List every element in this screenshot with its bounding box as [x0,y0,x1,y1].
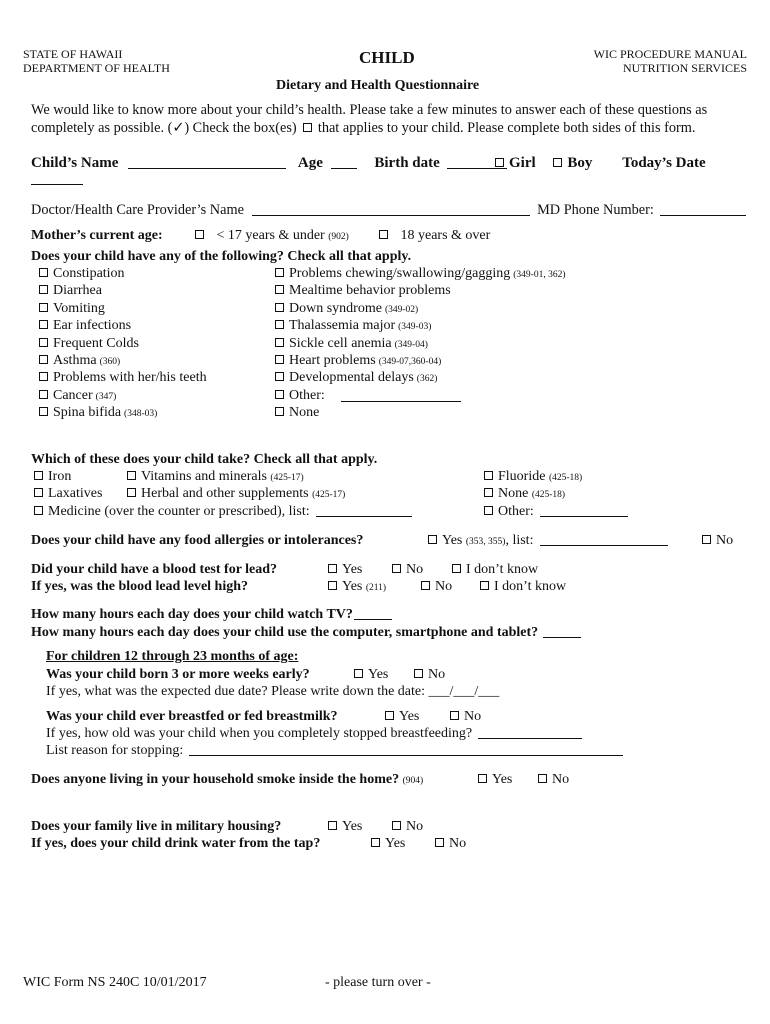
birth-date-label: Birth date [374,155,440,171]
laxatives-option: Laxatives [34,485,102,502]
tap-water-question: If yes, does your child drink water from the tap? [31,836,321,851]
tap-water-no-checkbox[interactable] [435,838,444,847]
condition-item [39,300,105,317]
condition-item [275,282,451,299]
laxatives-checkbox[interactable] [34,488,43,497]
reason-stopping-question: List reason for stopping: [46,742,623,759]
military-yes-checkbox[interactable] [328,821,337,830]
condition-code: (349-07,360-04) [378,357,442,367]
condition-checkbox[interactable] [275,390,284,399]
lead-high-yes-checkbox[interactable] [328,581,337,590]
mother-under-17-checkbox[interactable] [195,230,204,239]
lead-high-no-option: No [421,578,452,595]
born-early-yes-option: Yes [354,666,388,683]
todays-date-label: Today’s Date [622,155,706,171]
condition-item [39,335,139,352]
breastfed-question: Was your child ever breastfed or fed breastmilk? [46,709,338,724]
condition-item [275,265,566,284]
breastfed-yes-checkbox[interactable] [385,711,394,720]
footer-turn-over: - please turn over - [325,975,431,990]
condition-label: Constipation [53,266,125,281]
condition-label: Heart problems [289,353,376,368]
smoke-no-checkbox[interactable] [538,774,547,783]
none-supplement-option: None (425-18) [484,485,565,504]
reason-stopping-field[interactable] [189,744,623,756]
condition-label: Asthma [53,353,97,368]
tap-water-yes-option: Yes [371,835,405,852]
condition-checkbox[interactable] [275,338,284,347]
condition-item [275,352,441,371]
condition-checkbox[interactable] [39,268,48,277]
breastfed-no-option: No [450,708,481,725]
condition-code: (362) [416,374,438,385]
condition-item [39,369,207,386]
allergies-question: Does your child have any food allergies or intolerances? [31,533,364,548]
smoke-question: Does anyone living in your household smoke inside the home? (904) [31,772,424,787]
born-early-yes-checkbox[interactable] [354,669,363,678]
medicine-list-field[interactable] [316,505,412,517]
child-name-field[interactable] [128,157,286,169]
condition-label: None [289,405,320,421]
condition-item [275,369,437,388]
condition-item [39,317,131,334]
lead-high-no-checkbox[interactable] [421,581,430,590]
condition-code: (349-04) [394,339,428,350]
breastfed-yes-option: Yes [385,708,419,725]
intro-line-2: completely as possible. (✓) Check the box(es) that applies to your child. Please complete both sides of this form. [31,120,696,136]
allergies-no-option: No [702,532,733,549]
iron-checkbox[interactable] [34,471,43,480]
condition-label: Vomiting [53,300,105,316]
condition-checkbox[interactable] [39,372,48,381]
herbal-option: Herbal and other supplements (425-17) [127,485,345,504]
condition-checkbox[interactable] [275,285,284,294]
condition-item [39,404,157,423]
condition-checkbox[interactable] [275,372,284,381]
condition-label: Thalassemia major [289,318,396,334]
military-question: Does your family live in military housing? [31,819,282,834]
intro-line-1: We would like to know more about your child’s health. Please take a few minutes to answer each of these questions as [31,102,708,118]
fluoride-option: Fluoride (425-18) [484,468,582,487]
condition-item [275,300,418,319]
infant-section-heading: For children 12 through 23 months of age: [46,649,299,664]
condition-item [39,282,102,299]
other-supplement-field[interactable] [540,505,628,517]
lead-test-yes-option: Yes [328,561,362,578]
fluoride-checkbox[interactable] [484,471,493,480]
condition-item [39,352,120,371]
todays-date-field[interactable] [31,184,83,185]
herbal-checkbox[interactable] [127,488,136,497]
none-supplement-checkbox[interactable] [484,488,493,497]
other-condition-field[interactable] [341,401,461,402]
born-early-no-checkbox[interactable] [414,669,423,678]
md-phone-label: MD Phone Number: [537,202,654,218]
condition-checkbox[interactable] [39,285,48,294]
md-phone-field[interactable] [660,204,746,216]
condition-label: Mealtime behavior problems [289,283,451,299]
lead-test-no-option: No [392,561,423,578]
allergies-list-field[interactable] [540,534,668,546]
lead-test-no-checkbox[interactable] [392,564,401,573]
military-no-checkbox[interactable] [392,821,401,830]
computer-hours-field[interactable] [543,626,581,638]
header-department: DEPARTMENT OF HEALTH [23,61,170,75]
boy-checkbox[interactable] [553,158,562,167]
born-early-question: Was your child born 3 or more weeks early? [46,667,310,682]
allergies-yes-checkbox[interactable] [428,535,437,544]
condition-label: Problems chewing/swallowing/gagging [289,266,511,281]
gender-options: Girl Boy Today’s Date [495,155,706,172]
condition-checkbox[interactable] [275,355,284,364]
lead-high-dont-know-option: I don’t know [480,578,566,595]
mother-age-opt1: < 17 years & under (902) [195,227,349,246]
condition-checkbox[interactable] [39,355,48,364]
condition-checkbox[interactable] [39,338,48,347]
lead-test-dont-know-checkbox[interactable] [452,564,461,573]
born-early-no-option: No [414,666,445,683]
smoke-no-option: No [538,771,569,788]
header-state: STATE OF HAWAII [23,47,123,61]
checkbox-icon [303,123,312,132]
condition-code: (347) [95,391,117,402]
condition-label: Other: [289,387,325,403]
form-subtitle: Dietary and Health Questionnaire [276,78,480,93]
condition-code: (360) [99,357,121,367]
military-yes-option: Yes [328,818,362,835]
condition-code: (349-03) [398,322,432,333]
condition-item [39,387,116,406]
condition-checkbox[interactable] [275,268,284,277]
lead-high-question: If yes, was the blood lead level high? [31,579,249,594]
tap-water-no-option: No [435,835,466,852]
condition-checkbox[interactable] [39,390,48,399]
supplements-question: Which of these does your child take? Check all that apply. [31,452,378,467]
computer-question: How many hours each day does your child use the computer, smartphone and tablet? [31,624,581,641]
lead-test-yes-checkbox[interactable] [328,564,337,573]
other-supplement-checkbox[interactable] [484,506,493,515]
child-name-label: Child’s Name [31,155,119,171]
condition-label: Ear infections [53,318,132,334]
lead-high-dont-know-checkbox[interactable] [480,581,489,590]
military-no-option: No [392,818,423,835]
medicine-checkbox[interactable] [34,506,43,515]
condition-label: Problems with her/his teeth [53,370,207,386]
medicine-option: Medicine (over the counter or prescribed), list: [34,503,412,520]
condition-label: Sickle cell anemia [289,335,392,351]
lead-test-question: Did your child have a blood test for lead? [31,562,278,577]
condition-code: (349-01, 362) [513,270,566,280]
mother-age-row [31,227,163,244]
condition-checkbox[interactable] [39,407,48,416]
condition-label: Spina bifida [53,405,122,421]
vitamins-checkbox[interactable] [127,471,136,480]
stopped-breastfeeding-question: If yes, how old was your child when you completely stopped breastfeeding? [46,725,582,742]
iron-option: Iron [34,468,71,485]
condition-item [275,404,319,421]
girl-checkbox[interactable] [495,158,504,167]
conditions-question: Does your child have any of the following? Check all that apply. [31,249,412,264]
condition-item [275,335,428,354]
form-title: CHILD [359,48,415,67]
condition-checkbox[interactable] [39,303,48,312]
mother-18-over-checkbox[interactable] [379,230,388,239]
condition-label: Down syndrome [289,300,382,316]
condition-item [39,265,125,282]
child-info-row [31,155,507,172]
age-label: Age [297,155,323,171]
doctor-name-field[interactable] [252,204,530,216]
footer-form-id: WIC Form NS 240C 10/01/2017 [23,975,207,990]
condition-checkbox[interactable] [39,320,48,329]
mother-age-label: Mother’s current age: [31,228,163,243]
due-date-question[interactable]: If yes, what was the expected due date? Please write down the date: ___/___/___ [46,684,500,699]
condition-checkbox[interactable] [275,320,284,329]
header-services: NUTRITION SERVICES [622,61,747,75]
condition-label: Frequent Colds [53,335,139,351]
condition-label: Cancer [53,387,93,403]
header-manual: WIC PROCEDURE MANUAL [593,47,747,61]
smoke-yes-option: Yes [478,771,512,788]
mother-age-opt2: 18 years & over [379,227,490,244]
allergies-yes-option: Yes (353, 355), list: [428,532,668,551]
breastfed-no-checkbox[interactable] [450,711,459,720]
age-field[interactable] [331,157,357,169]
condition-label: Developmental delays [289,370,414,386]
tap-water-yes-checkbox[interactable] [371,838,380,847]
condition-checkbox[interactable] [275,303,284,312]
condition-code: (348-03) [124,409,158,420]
lead-test-dont-know-option: I don’t know [452,561,538,578]
condition-code: (349-02) [384,304,419,315]
allergies-no-checkbox[interactable] [702,535,711,544]
doctor-row [31,202,746,219]
condition-checkbox[interactable] [275,407,284,416]
stopped-age-field[interactable] [478,727,582,739]
tv-hours-field[interactable] [354,608,392,620]
tv-question: How many hours each day does your child watch TV? [31,606,392,623]
condition-item [275,317,431,336]
smoke-yes-checkbox[interactable] [478,774,487,783]
doctor-label: Doctor/Health Care Provider’s Name [31,202,244,218]
lead-high-yes-option: Yes (211) [328,578,386,597]
condition-item [275,387,325,404]
condition-label: Diarrhea [53,283,102,299]
other-supplement-option: Other: [484,503,628,520]
vitamins-option: Vitamins and minerals (425-17) [127,468,304,487]
